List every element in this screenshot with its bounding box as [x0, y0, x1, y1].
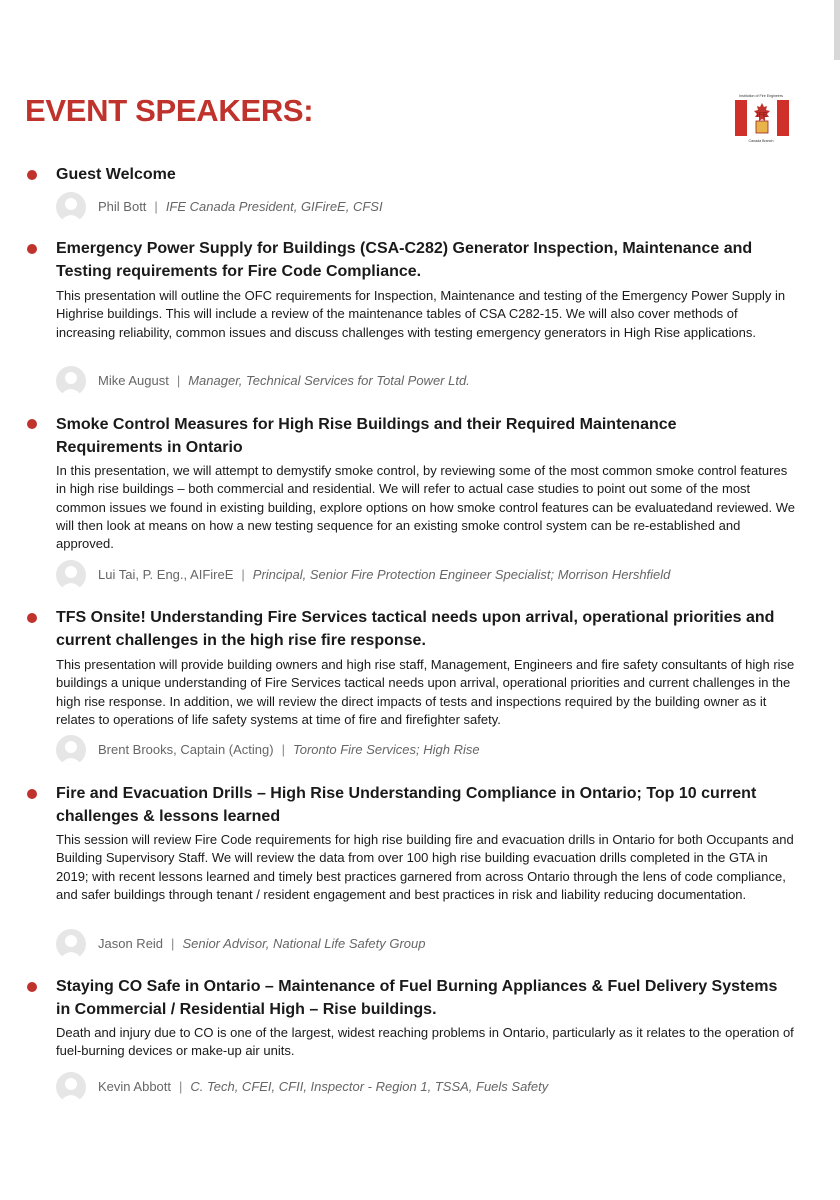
session-title: Staying CO Safe in Ontario – Maintenance of Fuel Burning Appliances & Fuel Delivery Systems in Commercial / Residential High – Rise buildings. — [56, 978, 778, 1018]
speaker-row — [56, 560, 816, 590]
speaker-role: Manager, Technical Services for Total Power Ltd. — [188, 373, 470, 388]
avatar-icon — [56, 560, 86, 590]
canada-flag-icon — [735, 100, 789, 136]
speaker-role: C. Tech, CFEI, CFII, Inspector - Region 1, TSSA, Fuels Safety — [190, 1079, 549, 1094]
separator: | — [179, 1079, 183, 1094]
avatar-icon — [56, 366, 86, 396]
session-description: This presentation will provide building owners and high rise staff, Management, Engineers and fire safety consultants of high rise buildings a unique understanding of Fire Services tactical needs upon arrival, operational priorities and current challenges in the high rise response. In addition, we will review the direct impacts of tests and inspections required by the building owner as it relates to operations of life safety systems at time of fire and firefighter safety. — [56, 657, 795, 727]
page-title: EVENT SPEAKERS: — [25, 93, 314, 128]
speaker-role: Senior Advisor, National Life Safety Group — [182, 936, 426, 951]
logo-caption-bottom: Canada Branch — [748, 139, 774, 143]
bullet-icon — [27, 789, 37, 799]
speaker-name: Kevin Abbott — [98, 1079, 171, 1094]
session-description: This presentation will outline the OFC requirements for Inspection, Maintenance and testing of the Emergency Power Supply in Highrise buildings. This will include a review of the maintenance tables of CSA C282-15. We will also cover methods of increasing reliability, common issues and discuss challenges with testing emergency generators in High Rise applications. — [56, 288, 786, 340]
session-title: Guest Welcome — [56, 166, 176, 183]
separator: | — [154, 199, 158, 214]
speaker-name: Jason Reid — [98, 936, 164, 951]
separator: | — [176, 373, 181, 388]
page-edge-shadow — [834, 0, 840, 60]
avatar-icon — [56, 192, 86, 222]
bullet-icon — [27, 982, 37, 992]
speaker-role: Toronto Fire Services; High Rise — [292, 742, 480, 757]
avatar-icon — [56, 735, 86, 765]
session-title: Smoke Control Measures for High Rise Buildings and their Required Maintenance Requirements in Ontario — [56, 416, 677, 456]
speaker-row — [56, 1072, 816, 1102]
avatar-icon — [56, 1072, 86, 1102]
bullet-icon — [27, 613, 37, 623]
separator: | — [171, 936, 175, 951]
speaker-name: Lui Tai, P. Eng., AIFireE — [98, 567, 234, 582]
bullet-icon — [27, 170, 37, 180]
speaker-role: IFE Canada President, GIFireE, CFSI — [165, 199, 383, 214]
ife-canada-logo — [733, 94, 789, 146]
separator: | — [241, 567, 245, 582]
logo-emblem-text: IFE — [756, 112, 768, 119]
bullet-icon — [27, 244, 37, 254]
speaker-row — [56, 929, 816, 959]
session-title: Fire and Evacuation Drills – High Rise Understanding Compliance in Ontario; Top 10 current challenges & lessons learned — [56, 785, 757, 825]
separator: | — [281, 742, 285, 757]
speaker-role: Principal, Senior Fire Protection Engineer Specialist; Morrison Hershfield — [252, 567, 671, 582]
speaker-row — [56, 735, 816, 765]
avatar-icon — [56, 929, 86, 959]
session-description: Death and injury due to CO is one of the largest, widest reaching problems in Ontario, particularly as it relates to the operation of fuel-burning devices or make-up air units. — [56, 1025, 794, 1059]
session-title: TFS Onsite! Understanding Fire Services tactical needs upon arrival, operational priorities and current challenges in the high rise fire response. — [56, 609, 775, 649]
session-description: This session will review Fire Code requirements for high rise building fire and evacuation drills in Ontario for both Occupants and Building Supervisory Staff. We will review the data from over 100 high rise building evacuation drills completed in the GTA in 2019; with recent lessons learned and timely best practices garnered from across Ontario through the lens of code compliance, and safer buildings through tenant / resident engagement and best practices in risk and liability reducing documentation. — [56, 832, 794, 902]
speaker-row — [56, 192, 816, 222]
speaker-name: Brent Brooks, Captain (Acting) — [98, 742, 274, 757]
speaker-name: Mike August — [98, 373, 169, 388]
speaker-row — [56, 366, 816, 396]
speaker-name: Phil Bott — [98, 199, 147, 214]
bullet-icon — [27, 419, 37, 429]
session-title: Emergency Power Supply for Buildings (CSA-C282) Generator Inspection, Maintenance and Testing requirements for Fire Code Compliance. — [56, 240, 753, 280]
session-description: In this presentation, we will attempt to demystify smoke control, by reviewing some of the most common smoke control features in high rise buildings – both commercial and residential. We will refer to actual case studies to point out some of the most common issues we found in existing building, explore options on how smoke control features can be evaluatedand reviewed. We will then look at means on how a new testing sequence for an existing smoke control system can be re-established and approved. — [56, 463, 796, 552]
logo-caption-top: Institution of Fire Engineers — [739, 94, 783, 98]
